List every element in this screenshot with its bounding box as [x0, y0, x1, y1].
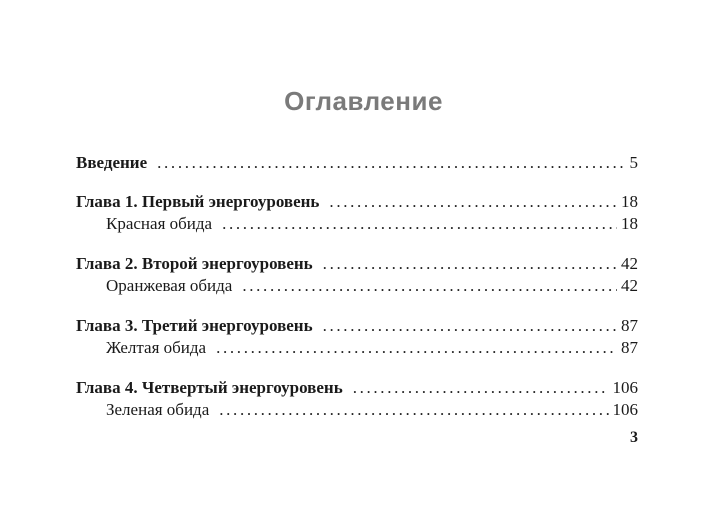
- toc-entry-page: 5: [629, 153, 638, 172]
- toc-entry-label: Желтая обида: [106, 338, 207, 357]
- dot-leader: [323, 253, 617, 275]
- toc-entry-chapter-4: [76, 377, 638, 399]
- toc-entry-label: Оранжевая обида: [106, 276, 233, 295]
- page-number: 3: [630, 429, 638, 446]
- toc-entry-page: 106: [612, 400, 638, 419]
- toc-entry-chapter-1: [76, 191, 638, 213]
- table-of-contents: [76, 152, 638, 439]
- toc-entry-label: Глава 3. Третий энергоуровень: [76, 316, 313, 335]
- dot-leader: [222, 213, 617, 235]
- toc-entry-label: Красная обида: [106, 214, 213, 233]
- toc-entry-label: Глава 2. Второй энергоуровень: [76, 254, 313, 273]
- toc-entry-red-resentment: [76, 213, 638, 235]
- toc-entry-page: 87: [621, 338, 638, 357]
- toc-entry-orange-resentment: [76, 275, 638, 297]
- dot-leader: [323, 315, 617, 337]
- toc-entry-label: Введение: [76, 153, 148, 172]
- toc-entry-yellow-resentment: [76, 337, 638, 359]
- dot-leader: [216, 337, 617, 359]
- toc-intro-group: [76, 152, 638, 174]
- toc-entry-introduction: [76, 152, 638, 174]
- dot-leader: [329, 191, 617, 213]
- toc-chapter-4-group: [76, 377, 638, 421]
- toc-entry-page: 42: [621, 276, 638, 295]
- toc-entry-page: 106: [612, 378, 638, 397]
- toc-chapter-3-group: [76, 315, 638, 359]
- toc-entry-chapter-3: [76, 315, 638, 337]
- toc-entry-label: Зеленая обида: [106, 400, 210, 419]
- toc-entry-green-resentment: [76, 399, 638, 421]
- toc-chapter-1-group: [76, 191, 638, 235]
- toc-entry-chapter-2: [76, 253, 638, 275]
- dot-leader: [219, 399, 608, 421]
- dot-leader: [157, 152, 624, 174]
- toc-entry-page: 18: [621, 214, 638, 233]
- dot-leader: [242, 275, 617, 297]
- toc-entry-page: 18: [621, 192, 638, 211]
- toc-entry-page: 87: [621, 316, 638, 335]
- toc-chapter-2-group: [76, 253, 638, 297]
- dot-leader: [353, 377, 609, 399]
- toc-entry-page: 42: [621, 254, 638, 273]
- page-title: Оглавление: [284, 86, 443, 116]
- toc-entry-label: Глава 4. Четвертый энергоуровень: [76, 378, 343, 397]
- toc-entry-label: Глава 1. Первый энергоуровень: [76, 192, 320, 211]
